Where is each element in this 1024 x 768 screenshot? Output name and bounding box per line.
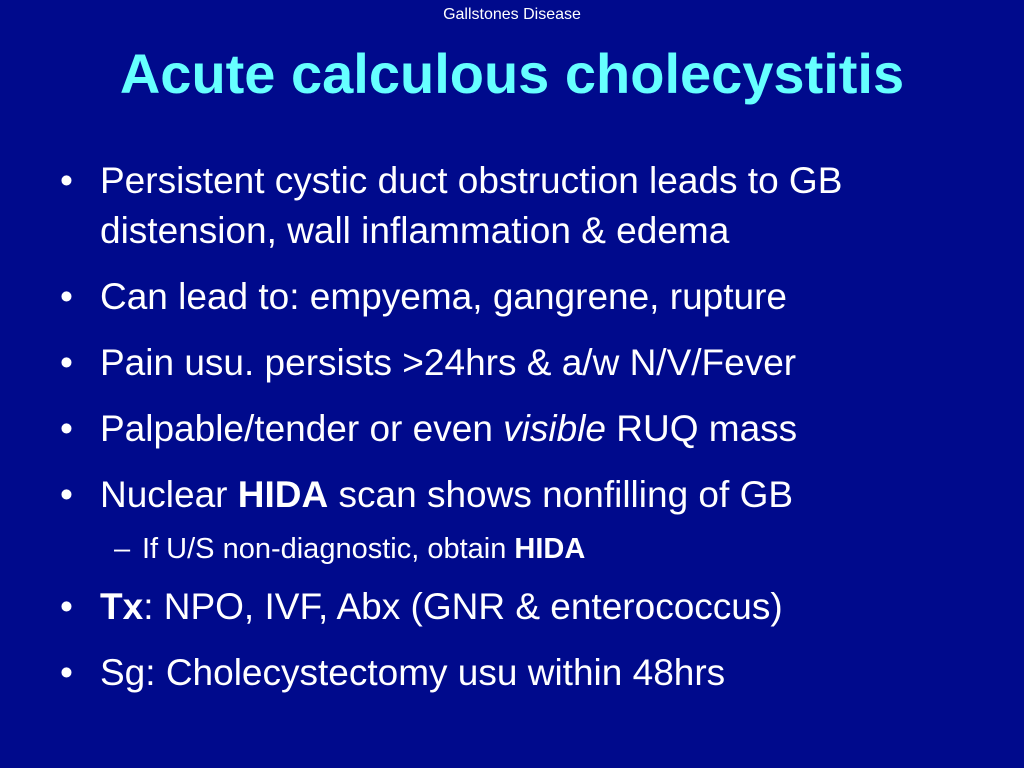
bullet-text: Persistent cystic duct obstruction leads to GB distension, wall inflammation & edema <box>100 160 843 251</box>
bullet-item-hida-scan <box>60 470 980 520</box>
text-segment: : NPO, IVF, Abx (GNR & enterococcus) <box>143 586 783 627</box>
bullet-dot: • <box>60 342 73 383</box>
bullet-dot: • <box>60 408 73 449</box>
text-segment: scan shows nonfilling of GB <box>328 474 794 515</box>
bullet-text: Sg: Cholecystectomy usu within 48hrs <box>100 652 726 693</box>
bullet-text <box>100 586 783 627</box>
slide-header: Gallstones Disease <box>443 6 581 23</box>
bullet-dot: • <box>60 474 73 515</box>
slide-title: Acute calculous cholecystitis <box>119 42 905 105</box>
sub-bullet-dash: – <box>114 533 131 565</box>
sub-bullet-item-hida <box>60 530 980 568</box>
bullet-item-mass <box>60 404 980 454</box>
bullet-list <box>60 156 980 714</box>
text-strong: Tx <box>100 586 144 627</box>
bullet-dot: • <box>60 160 73 201</box>
text-segment: RUQ mass <box>606 408 798 449</box>
text-segment: Palpable/tender or even <box>100 408 504 449</box>
bullet-dot: • <box>60 652 73 693</box>
bullet-item-complications <box>60 272 980 322</box>
bullet-text <box>100 474 793 515</box>
bullet-text: Can lead to: empyema, gangrene, rupture <box>100 276 787 317</box>
bullet-item-surgery <box>60 648 980 698</box>
bullet-item-obstruction <box>60 156 980 256</box>
bullet-text: Pain usu. persists >24hrs & a/w N/V/Fever <box>100 342 797 383</box>
bullet-text <box>100 408 797 449</box>
text-strong: HIDA <box>514 533 586 565</box>
text-segment: If U/S non-diagnostic, obtain <box>142 533 515 565</box>
text-segment: Nuclear <box>100 474 238 515</box>
text-strong: HIDA <box>237 474 329 515</box>
bullet-item-treatment <box>60 582 980 632</box>
bullet-dot: • <box>60 586 73 627</box>
bullet-item-pain <box>60 338 980 388</box>
text-emphasis: visible <box>503 408 606 449</box>
bullet-dot: • <box>60 276 73 317</box>
sub-bullet-text <box>142 533 585 565</box>
